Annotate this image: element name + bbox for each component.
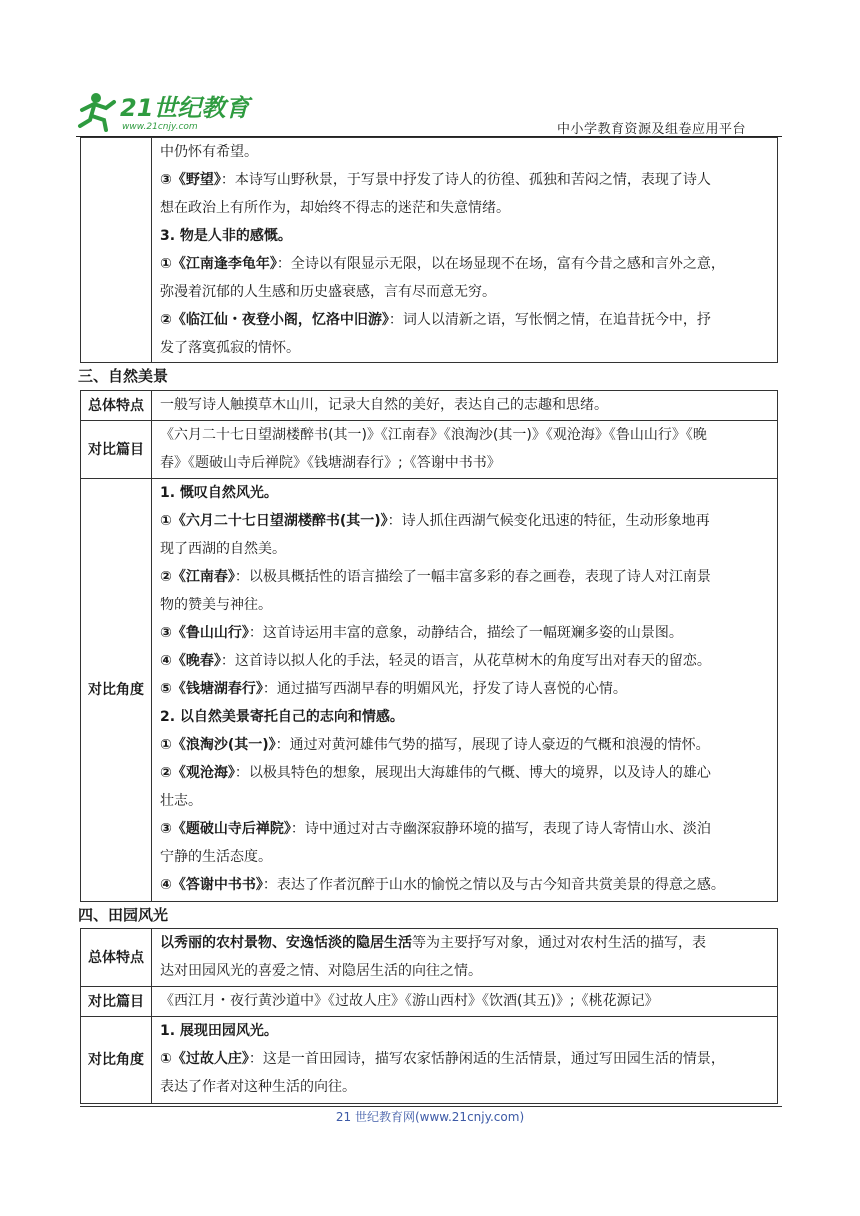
content-line: 表达了作者对这种生活的向往。 [160,1079,356,1095]
content-line: ④《答谢中书书》：表达了作者沉醉于山水的愉悦之情以及与古今知音共赏美景的得意之感。 [160,877,725,893]
content-line: 发了落寞孤寂的情怀。 [160,340,300,356]
subheading: 2. 以自然美景寄托自己的志向和情感。 [160,709,404,725]
pastoral-table [80,928,778,1104]
section-title-nature: 三、自然美景 [78,367,169,385]
content-line: 物的赞美与神往。 [160,597,272,613]
footer-text: 21 世纪教育网(www.21cnjy.com) [335,1110,525,1124]
work-title: ①《六月二十七日望湖楼醉书(其一)》 [160,513,388,529]
content-line: ①《六月二十七日望湖楼醉书(其一)》：诗人抓住西湖气候变化迅速的特征，生动形象地再 [160,513,710,529]
site-logo [76,90,276,132]
work-title: ①《过故人庄》 [160,1051,249,1067]
content-line: 想在政治上有所作为，却始终不得志的迷茫和失意情绪。 [160,200,510,216]
page-header [76,90,782,138]
continued-table [80,137,778,363]
content-line: 弥漫着沉郁的人生感和历史盛衰感，言有尽而意无穷。 [160,284,496,300]
nature-table [80,390,778,902]
footer-divider [80,1106,782,1107]
content-line: ②《观沧海》：以极具特色的想象，展现出大海雄伟的气概、博大的境界，以及诗人的雄心 [160,765,711,781]
overall-feature-cell: 以秀丽的农村景物、安逸恬淡的隐居生活等为主要抒写对象，通过对农村生活的描写，表 达对田园风光的喜爱之情、对隐居生活的向往之情。 [152,929,778,987]
content-line: ④《晚春》：这首诗以拟人化的手法，轻灵的语言，从花草树木的角度写出对春天的留恋。 [160,653,711,669]
subheading: 3. 物是人非的感慨。 [160,228,292,244]
content-line: ①《过故人庄》：这是一首田园诗，描写农家恬静闲适的生活情景，通过写田园生活的情景， [160,1051,725,1067]
angle-cell [152,479,778,902]
row-label: 总体特点 [81,391,152,421]
content-line: ①《浪淘沙(其一)》：通过对黄河雄伟气势的描写，展现了诗人豪迈的气概和浪漫的情怀。 [160,737,710,753]
overall-feature-cell: 一般写诗人触摸草木山川，记录大自然的美好，表达自己的志趣和思绪。 [152,391,778,421]
subheading: 1. 慨叹自然风光。 [160,485,278,501]
content-line: ⑤《钱塘湖春行》：通过描写西湖早春的明媚风光，抒发了诗人喜悦的心情。 [160,681,627,697]
works-cell: 《西江月・夜行黄沙道中》《过故人庄》《游山西村》《饮酒(其五)》;《桃花源记》 [152,987,778,1017]
content-line: ③《题破山寺后禅院》：诗中通过对古寺幽深寂静环境的描写，表现了诗人寄情山水、淡泊 [160,821,711,837]
section-title-pastoral: 四、田园风光 [78,906,169,924]
content-line: 现了西湖的自然美。 [160,541,286,557]
content-line: ②《临江仙・夜登小阁，忆洛中旧游》：词人以清新之语，写怅惘之情，在追昔抚今中，抒 [160,312,711,328]
row-label: 总体特点 [81,929,152,987]
work-title: ④《答谢中书书》 [160,877,263,893]
work-title: ②《江南春》 [160,569,235,585]
work-title: ③《题破山寺后禅院》 [160,821,291,837]
work-title: ①《浪淘沙(其一)》 [160,737,276,753]
row-label: 对比角度 [81,479,152,902]
platform-name: 中小学教育资源及组卷应用平台 [556,122,746,137]
work-title: ⑤《钱塘湖春行》 [160,681,263,697]
work-title: ③《野望》 [160,172,221,188]
content-line: ①《江南逢李龟年》：全诗以有限显示无限，以在场显现不在场，富有今昔之感和言外之意， [160,256,725,272]
content-line: 中仍怀有希望。 [160,144,258,160]
content-line: ②《江南春》：以极具概括性的语言描绘了一幅丰富多彩的春之画卷，表现了诗人对江南景 [160,569,711,585]
runner-logo-icon [76,90,276,132]
logo-url: www.21cnjy.com [122,122,198,132]
content-line: ③《野望》：本诗写山野秋景，于写景中抒发了诗人的彷徨、孤独和苦闷之情，表现了诗人 [160,172,711,188]
subheading: 1. 展现田园风光。 [160,1023,278,1039]
emphasis-text: 以秀丽的农村景物、安逸恬淡的隐居生活 [160,935,412,951]
row-label: 对比角度 [81,1017,152,1104]
work-title: ④《晚春》 [160,653,221,669]
works-cell: 《六月二十七日望湖楼醉书(其一)》《江南春》《浪淘沙(其一)》《观沧海》《鲁山山行》《晚 春》《题破山寺后禅院》《钱塘湖春行》;《答谢中书书》 [152,421,778,479]
work-title: ③《鲁山山行》 [160,625,249,641]
content-line: 壮志。 [160,793,202,809]
logo-text: 21世纪教育 [120,94,250,122]
content-line: 宁静的生活态度。 [160,849,272,865]
work-title: ①《江南逢李龟年》 [160,256,277,272]
continued-label-cell [81,138,152,363]
work-title: ②《临江仙・夜登小阁，忆洛中旧游》 [160,312,389,328]
angle-cell [152,1017,778,1104]
row-label: 对比篇目 [81,421,152,479]
row-label: 对比篇目 [81,987,152,1017]
content-line: ③《鲁山山行》：这首诗运用丰富的意象，动静结合，描绘了一幅斑斓多姿的山景图。 [160,625,683,641]
work-title: ②《观沧海》 [160,765,235,781]
continued-content-cell [152,138,778,363]
